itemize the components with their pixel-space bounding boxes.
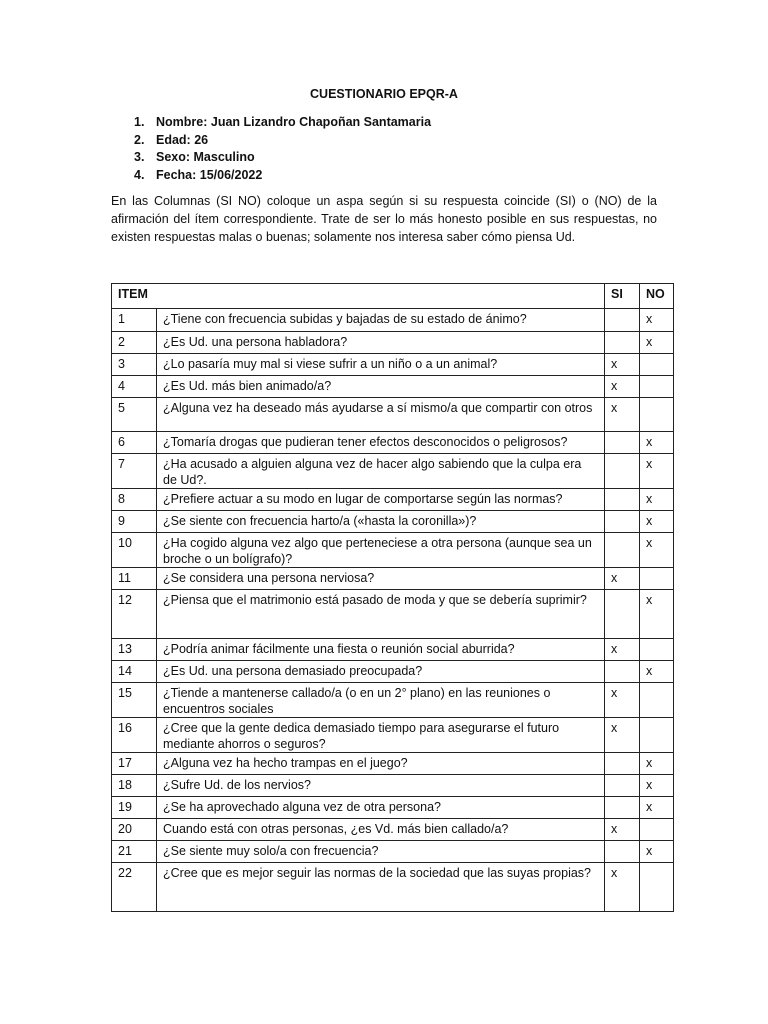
no-mark: x — [640, 841, 674, 863]
item-question: ¿Tomaría drogas que pudieran tener efectos desconocidos o peligrosos? — [157, 432, 605, 454]
item-number: 16 — [112, 718, 157, 753]
table-row — [112, 511, 674, 533]
item-question: ¿Se siente con frecuencia harto/a («hasta la coronilla»)? — [157, 511, 605, 533]
si-mark: x — [605, 354, 640, 376]
no-mark: x — [640, 775, 674, 797]
table-row — [112, 863, 674, 912]
info-item-name: 1. Nombre: Juan Lizandro Chapoñan Santamaria — [134, 115, 432, 129]
item-question: Cuando está con otras personas, ¿es Vd. más bien callado/a? — [157, 819, 605, 841]
si-mark: x — [605, 568, 640, 590]
item-question: ¿Podría animar fácilmente una fiesta o reunión social aburrida? — [157, 639, 605, 661]
table-row — [112, 568, 674, 590]
item-question: ¿Es Ud. una persona habladora? — [157, 332, 605, 354]
si-mark: x — [605, 718, 640, 753]
table-row — [112, 775, 674, 797]
no-mark: x — [640, 753, 674, 775]
item-question: ¿Ha acusado a alguien alguna vez de hacer algo sabiendo que la culpa era de Ud?. — [157, 454, 605, 489]
si-mark — [605, 841, 640, 863]
header-si: SI — [605, 284, 640, 309]
info-item-date: 4. Fecha: 15/06/2022 — [134, 167, 263, 182]
no-mark: x — [640, 533, 674, 568]
item-number: 17 — [112, 753, 157, 775]
questionnaire-table — [111, 283, 674, 912]
item-number: 15 — [112, 683, 157, 718]
si-mark: x — [605, 863, 640, 912]
personal-info-list — [134, 114, 431, 184]
si-mark — [605, 511, 640, 533]
no-mark — [640, 863, 674, 912]
no-mark — [640, 354, 674, 376]
item-question: ¿Es Ud. más bien animado/a? — [157, 376, 605, 398]
si-mark — [605, 753, 640, 775]
item-number: 12 — [112, 590, 157, 639]
table-row — [112, 354, 674, 376]
item-question: ¿Ha cogido alguna vez algo que perteneciese a otra persona (aunque sea un broche o un bolígrafo)? — [157, 533, 605, 568]
item-question: ¿Tiene con frecuencia subidas y bajadas de su estado de ánimo? — [157, 309, 605, 332]
si-mark — [605, 590, 640, 639]
si-mark — [605, 533, 640, 568]
item-number: 8 — [112, 489, 157, 511]
table-row — [112, 309, 674, 332]
table-row — [112, 819, 674, 841]
document-title: CUESTIONARIO EPQR-A — [310, 87, 458, 101]
item-question: ¿Piensa que el matrimonio está pasado de moda y que se debería suprimir? — [157, 590, 605, 639]
instructions-paragraph: En las Columnas (SI NO) coloque un aspa según si su respuesta coincide (SI) o (NO) de la afirmación del ítem correspondiente. Trate de ser lo más honesto posible en sus respuestas, no existen respuestas malas o buenas; solamente nos interesa saber cómo piensa Ud. — [111, 194, 657, 244]
item-question: ¿Cree que la gente dedica demasiado tiempo para asegurarse el futuro mediante ahorros o seguros? — [157, 718, 605, 753]
table-row — [112, 533, 674, 568]
si-mark — [605, 309, 640, 332]
si-mark — [605, 797, 640, 819]
item-number: 3 — [112, 354, 157, 376]
header-no: NO — [640, 284, 674, 309]
item-question: ¿Lo pasaría muy mal si viese sufrir a un niño o a un animal? — [157, 354, 605, 376]
item-question: ¿Prefiere actuar a su modo en lugar de comportarse según las normas? — [157, 489, 605, 511]
item-number: 2 — [112, 332, 157, 354]
item-question: ¿Cree que es mejor seguir las normas de la sociedad que las suyas propias? — [157, 863, 605, 912]
table-row — [112, 332, 674, 354]
no-mark: x — [640, 309, 674, 332]
item-number: 10 — [112, 533, 157, 568]
si-mark — [605, 775, 640, 797]
table-row — [112, 639, 674, 661]
no-mark: x — [640, 590, 674, 639]
item-question: ¿Alguna vez ha hecho trampas en el juego? — [157, 753, 605, 775]
item-number: 14 — [112, 661, 157, 683]
item-number: 18 — [112, 775, 157, 797]
table-row — [112, 797, 674, 819]
no-mark: x — [640, 661, 674, 683]
item-number: 20 — [112, 819, 157, 841]
table-row — [112, 841, 674, 863]
item-question: ¿Se ha aprovechado alguna vez de otra persona? — [157, 797, 605, 819]
table-row — [112, 683, 674, 718]
si-mark — [605, 489, 640, 511]
info-item-age: 2. Edad: 26 — [134, 132, 209, 147]
no-mark: x — [640, 489, 674, 511]
si-mark: x — [605, 398, 640, 432]
item-number: 19 — [112, 797, 157, 819]
table-header-row — [112, 284, 674, 309]
item-question: ¿Se siente muy solo/a con frecuencia? — [157, 841, 605, 863]
si-mark — [605, 432, 640, 454]
table-row — [112, 432, 674, 454]
item-number: 1 — [112, 309, 157, 332]
no-mark: x — [640, 432, 674, 454]
table-row — [112, 398, 674, 432]
si-mark: x — [605, 639, 640, 661]
item-question: ¿Sufre Ud. de los nervios? — [157, 775, 605, 797]
header-item: ITEM — [112, 284, 605, 309]
no-mark — [640, 683, 674, 718]
item-question: ¿Tiende a mantenerse callado/a (o en un 2° plano) en las reuniones o encuentros sociales — [157, 683, 605, 718]
table-row — [112, 753, 674, 775]
item-number: 7 — [112, 454, 157, 489]
item-number: 4 — [112, 376, 157, 398]
item-number: 6 — [112, 432, 157, 454]
item-number: 13 — [112, 639, 157, 661]
table-row — [112, 718, 674, 753]
item-question: ¿Alguna vez ha deseado más ayudarse a sí mismo/a que compartir con otros — [157, 398, 605, 432]
si-mark — [605, 454, 640, 489]
info-item-sex: 3. Sexo: Masculino — [134, 150, 255, 164]
table-row — [112, 661, 674, 683]
table-row — [112, 590, 674, 639]
no-mark — [640, 376, 674, 398]
si-mark: x — [605, 819, 640, 841]
no-mark — [640, 718, 674, 753]
item-question: ¿Se considera una persona nerviosa? — [157, 568, 605, 590]
si-mark — [605, 661, 640, 683]
no-mark — [640, 568, 674, 590]
si-mark: x — [605, 376, 640, 398]
table-row — [112, 489, 674, 511]
table-row — [112, 454, 674, 489]
no-mark: x — [640, 332, 674, 354]
no-mark — [640, 398, 674, 432]
si-mark: x — [605, 683, 640, 718]
item-number: 11 — [112, 568, 157, 590]
item-number: 22 — [112, 863, 157, 912]
item-question: ¿Es Ud. una persona demasiado preocupada? — [157, 661, 605, 683]
no-mark: x — [640, 454, 674, 489]
table-row — [112, 376, 674, 398]
no-mark — [640, 639, 674, 661]
item-number: 21 — [112, 841, 157, 863]
item-number: 5 — [112, 398, 157, 432]
no-mark — [640, 819, 674, 841]
si-mark — [605, 332, 640, 354]
item-number: 9 — [112, 511, 157, 533]
no-mark: x — [640, 511, 674, 533]
no-mark: x — [640, 797, 674, 819]
